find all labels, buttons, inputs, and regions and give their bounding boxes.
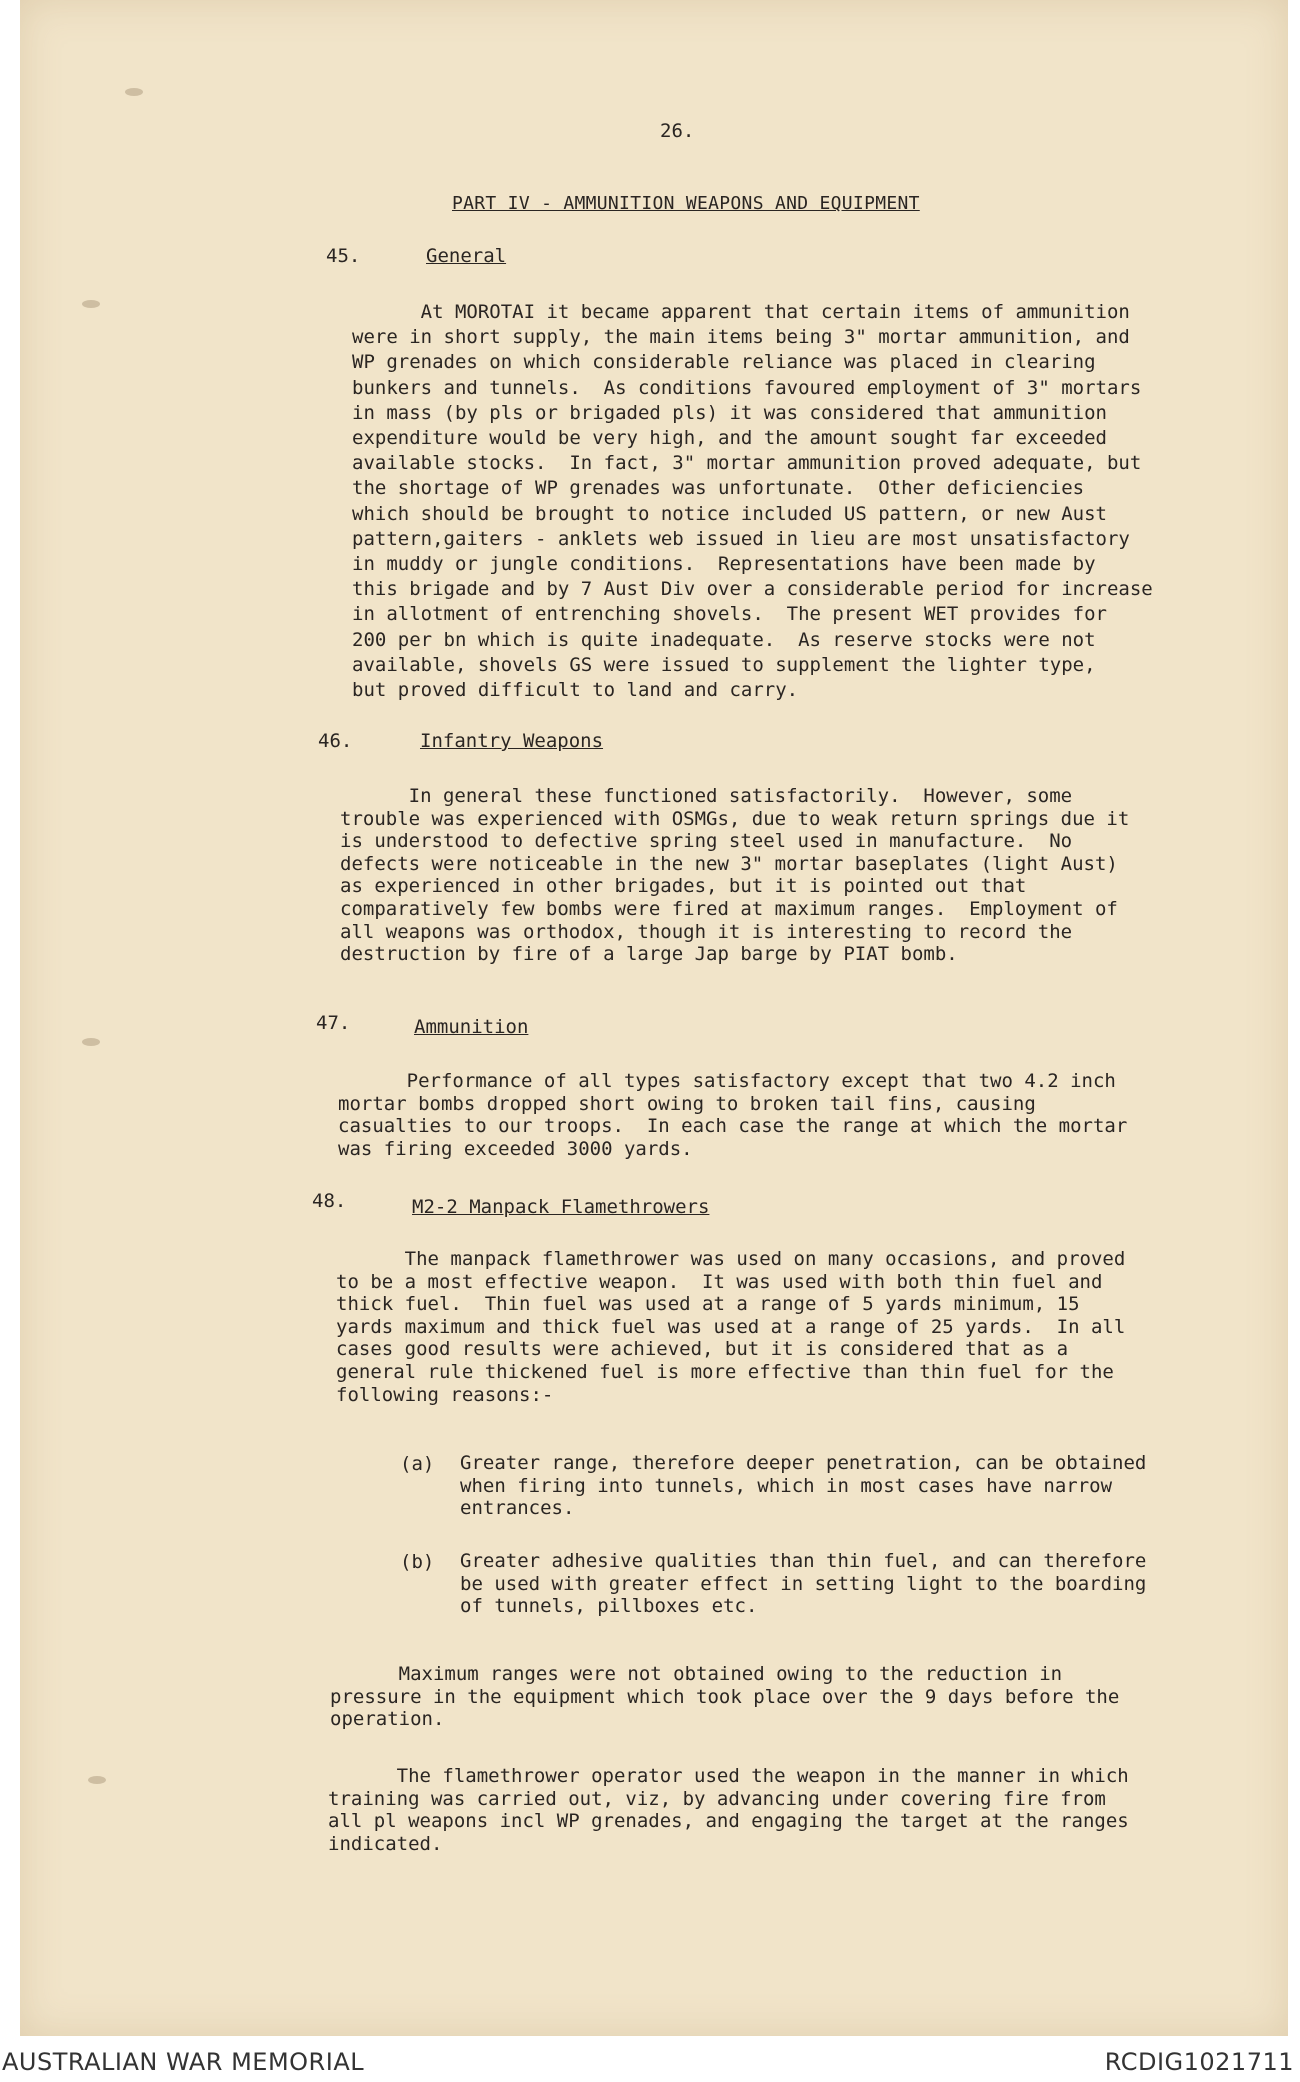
page-number: 26. [660,120,695,142]
section-paragraph: The manpack flamethrower was used on many occasions, and proved to be a most effective weapon. It was used with both thin fuel and thick fuel. Thin fuel was used at a range of 5 yards minimum, 15 yards maximum and thick fuel was used at a range of 25 yards. In all cases good results were achieved, but it is considered that as a general rule thickened fuel is more effective than thin fuel for the following reasons:- [336,1248,1126,1406]
section-number: 46. [318,730,353,752]
archive-footer [0,2040,1300,2082]
section-heading: Ammunition [414,1016,529,1038]
section-heading: General [426,245,507,267]
section-paragraph: Maximum ranges were not obtained owing to the reduction in pressure in the equipment which took place over the 9 days before the operation. [330,1663,1120,1731]
list-item-label: (b) [400,1551,435,1573]
list-item-text: Greater range, therefore deeper penetration, can be obtained when firing into tunnels, which in most cases have narrow entrances. [460,1452,1147,1520]
part-title: PART IV - AMMUNITION WEAPONS AND EQUIPMENT [452,193,920,214]
section-paragraph: The flamethrower operator used the weapon in the manner in which training was carried out, viz, by advancing under covering fire from all pl weapons incl WP grenades, and engaging the target at the ranges indicated. [328,1765,1129,1855]
section-paragraph: At MOROTAI it became apparent that certain items of ammunition were in short supply, the main items being 3" mortar ammunition, and WP grenades on which considerable reliance was placed in clearing bunkers and tunnels. As conditions favoured employment of 3" mortars in mass (by pls or brigaded pls) it was considered that ammunition expenditure would be very high, and the amount sought far exceeded available stocks. In fact, 3" mortar ammunition proved adequate, but the shortage of WP grenades was unfortunate. Other deficiencies which should be brought to notice included US pattern, or new Aust pattern,gaiters - anklets web issued in lieu are most unsatisfactory in muddy or jungle conditions. Representations have been made by this brigade and by 7 Aust Div over a considerable period for increase in allotment of entrenching shovels. The present WET provides for 200 per bn which is quite inadequate. As reserve stocks were not available, shovels GS were issued to supplement the lighter type, but proved difficult to land and carry. [352,301,1153,702]
section-number: 45. [326,245,361,267]
list-item-label: (a) [400,1453,435,1475]
footer-catalogue-id: RCDIG1021711 [1104,2048,1294,2076]
footer-institution: AUSTRALIAN WAR MEMORIAL [2,2048,365,2076]
section-paragraph: Performance of all types satisfactory except that two 4.2 inch mortar bombs dropped short owing to broken tail fins, causing casualties to our troops. In each case the range at which the mortar was firing exceeded 3000 yards. [338,1070,1128,1160]
section-heading: M2-2 Manpack Flamethrowers [412,1196,710,1218]
document-page [20,0,1288,2036]
section-paragraph: In general these functioned satisfactorily. However, some trouble was experienced with OSMGs, due to weak return springs due it is understood to defective spring steel used in manufacture. No defects were noticeable in the new 3" mortar baseplates (light Aust) as experienced in other brigades, but it is pointed out that comparatively few bombs were fired at maximum ranges. Employment of all weapons was orthodox, though it is interesting to record the destruction by fire of a large Jap barge by PIAT bomb. [340,785,1130,966]
list-item-text: Greater adhesive qualities than thin fuel, and can therefore be used with greater effect in setting light to the boarding of tunnels, pillboxes etc. [460,1550,1147,1618]
typed-text-layer [20,0,1288,2036]
section-heading: Infantry Weapons [420,730,604,752]
section-number: 48. [312,1190,347,1212]
section-number: 47. [316,1012,351,1034]
